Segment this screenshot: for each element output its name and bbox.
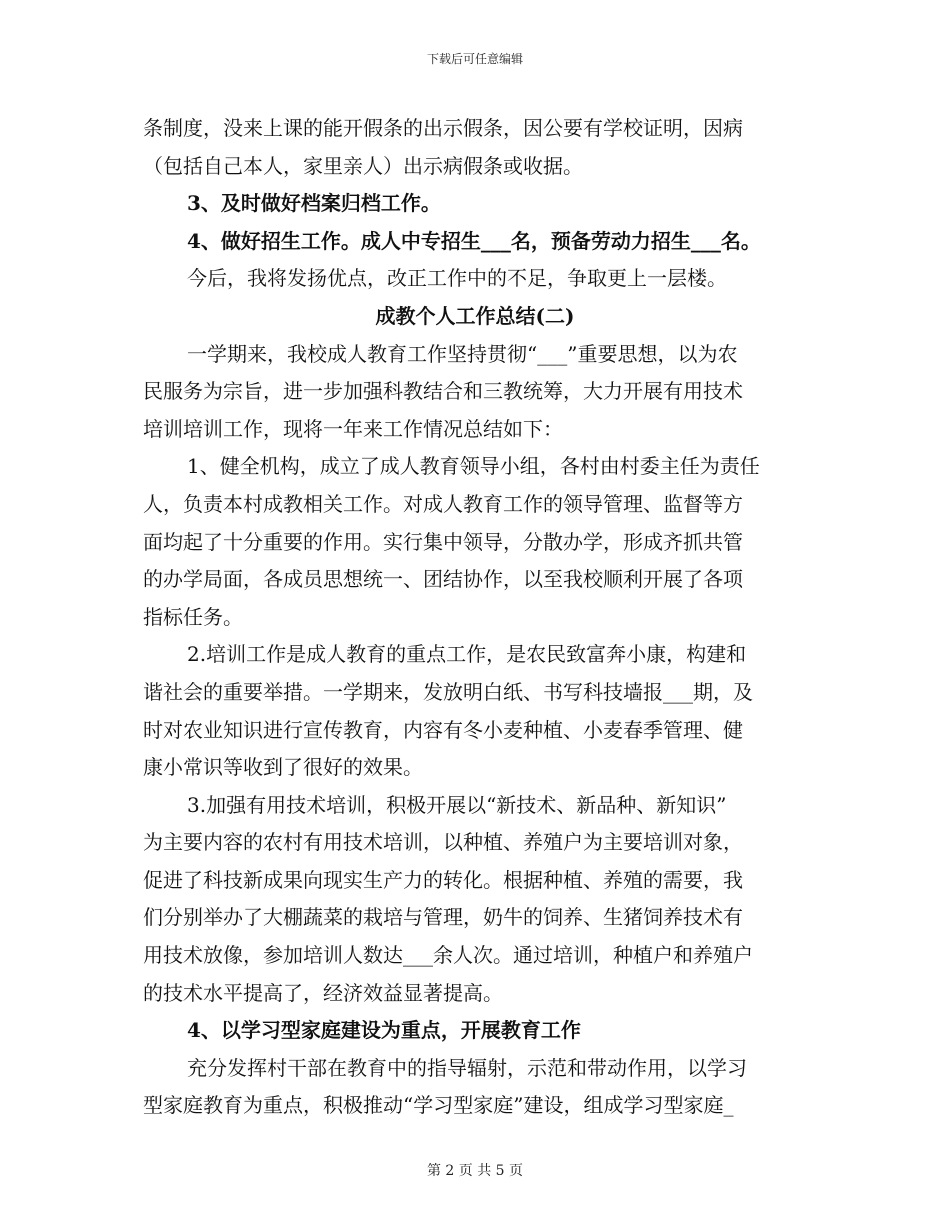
section-title: 成教个人工作总结(二) bbox=[375, 303, 575, 328]
text-line: 2.培训工作是成人教育的重点工作，是农民致富奔小康，构建和 bbox=[187, 642, 747, 667]
text-line: 促进了科技新成果向现实生产力的转化。根据种植、养殖的需要，我 bbox=[143, 867, 743, 892]
text-line: （包括自己本人，家里亲人）出示病假条或收据。 bbox=[143, 153, 583, 178]
text-line: 充分发挥村干部在教育中的指导辐射，示范和带动作用，以学习 bbox=[187, 1055, 747, 1080]
text-line: 的办学局面，各成员思想统一、团结协作，以至我校顺利开展了各项 bbox=[143, 567, 743, 592]
page-header: 下载后可任意编辑 bbox=[426, 52, 523, 66]
document-body bbox=[143, 110, 807, 1125]
text-line: 条制度，没来上课的能开假条的出示假条，因公要有学校证明，因病 bbox=[143, 116, 743, 140]
text-line: 指标任务。 bbox=[143, 604, 243, 629]
text-line: 培训培训工作，现将一年来工作情况总结如下： bbox=[143, 416, 563, 441]
text-line: 今后，我将发扬优点，改正工作中的不足，争取更上一层楼。 bbox=[187, 266, 727, 291]
text-line: 3.加强有用技术培训，积极开展以“新技术、新品种、新知识” bbox=[187, 792, 727, 817]
text-line: 4、做好招生工作。成人中专招生___名，预备劳动力招生___名。 bbox=[187, 228, 761, 253]
text-line: 人，负责本村成教相关工作。对成人教育工作的领导管理、监督等方 bbox=[143, 491, 743, 516]
page-footer: 第 2 页 共 5 页 bbox=[426, 1163, 524, 1179]
text-line: 康小常识等收到了很好的效果。 bbox=[143, 755, 423, 780]
text-line: 用技术放像，参加培训人数达___余人次。通过培训，种植户和养殖户 bbox=[143, 943, 753, 968]
text-line: 面均起了十分重要的作用。实行集中领导，分散办学，形成齐抓共管 bbox=[143, 529, 743, 554]
text-line: 4、以学习型家庭建设为重点，开展教育工作 bbox=[187, 1018, 581, 1043]
text-line: 们分别举办了大棚蔬菜的栽培与管理，奶牛的饲养、生猪饲养技术有 bbox=[143, 905, 743, 930]
text-line: 民服务为宗旨，进一步加强科教结合和三教统筹，大力开展有用技术 bbox=[143, 379, 743, 404]
text-line: 型家庭教育为重点，积极推动“学习型家庭”建设，组成学习型家庭_ bbox=[143, 1093, 734, 1118]
text-line: 的技术水平提高了，经济效益显著提高。 bbox=[143, 980, 503, 1005]
text-line: 为主要内容的农村有用技术培训，以种植、养殖户为主要培训对象， bbox=[143, 830, 743, 855]
text-line: 时对农业知识进行宣传教育，内容有冬小麦种植、小麦春季管理、健 bbox=[143, 717, 743, 742]
text-line: 1、健全机构，成立了成人教育领导小组，各村由村委主任为责任 bbox=[187, 454, 760, 479]
text-line: 3、及时做好档案归档工作。 bbox=[187, 191, 441, 216]
text-line: 谐社会的重要举措。一学期来，发放明白纸、书写科技墙报___期，及 bbox=[143, 679, 753, 704]
text-line: 一学期来，我校成人教育工作坚持贯彻“___”重要思想，以为农 bbox=[187, 341, 738, 366]
